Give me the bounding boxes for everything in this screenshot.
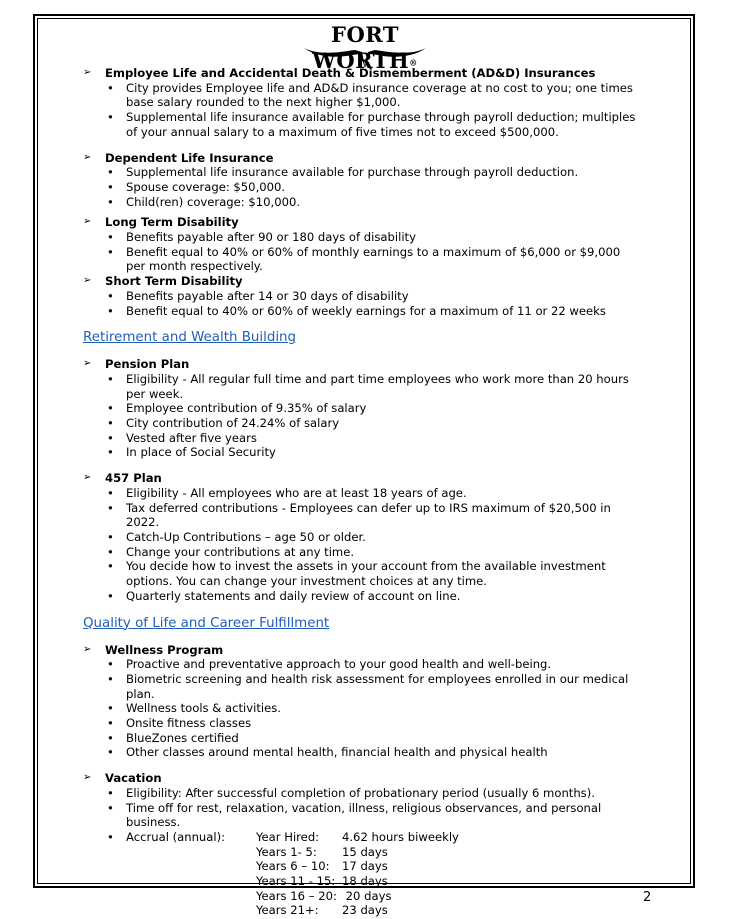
list-item: • Change your contributions at any time. [126,545,643,560]
list-item: • Child(ren) coverage: $10,000. [126,195,643,210]
accrual-years: Years 11 - 15: [256,874,336,889]
list-item: • Wellness tools & activities. [126,701,643,716]
accrual-row [126,830,643,845]
accrual-amount: 4.62 hours biweekly [342,829,459,844]
section-heading-dependent: ➢ Dependent Life Insurance [83,150,274,165]
section-heading-std: ➢ Short Term Disability [83,274,243,289]
arrow-bullet-icon: ➢ [83,772,92,784]
accrual-years: Years 6 – 10: [256,859,330,874]
list-item: • Proactive and preventative approach to your good health and well-being. [126,657,643,672]
accrual-row [126,859,643,874]
arrow-bullet-icon: ➢ [83,67,92,78]
list-item: • You decide how to invest the assets in your account from the available investment options. You can change your investment choices at any time. [126,559,643,588]
accrual-row [126,903,643,918]
accrual-amount: 20 days [342,888,392,903]
accrual-amount: 23 days [342,903,388,918]
page-number: 2 [643,890,652,905]
accrual-row [126,874,643,889]
section-heading-vacation: ➢ Vacation [83,771,162,786]
arrow-bullet-icon: ➢ [83,472,92,484]
list-item: • Eligibility - All regular full time and part time employees who work more than 20 hours per week. [126,372,643,401]
accrual-amount: 17 days [342,859,388,874]
list-item: • Time off for rest, relaxation, vacation, illness, religious observances, and personal business. [126,801,643,830]
list-item: • In place of Social Security [126,445,643,460]
list-item: • Benefits payable after 90 or 180 days of disability [126,230,643,245]
list-item: • BlueZones certified [126,731,643,746]
arrow-bullet-icon: ➢ [83,358,92,370]
list-item: • Other classes around mental health, financial health and physical health [126,745,643,760]
list-item: • Catch-Up Contributions – age 50 or older. [126,530,643,545]
list-item: • Benefit equal to 40% or 60% of weekly earnings for a maximum of 11 or 22 weeks [126,304,643,319]
accrual-amount: 15 days [342,844,388,859]
arrow-bullet-icon: ➢ [83,216,92,228]
accrual-years: Year Hired: [256,829,320,844]
list-item: • Quarterly statements and daily review of account on line. [126,589,643,604]
retirement-heading: Retirement and Wealth Building [83,330,297,346]
list-item: • Benefit equal to 40% or 60% of monthly earnings to a maximum of $6,000 or $9,000 per month respectively. [126,245,643,274]
list-item: • Vested after five years [126,431,643,446]
ltd-list [83,230,643,274]
arrow-bullet-icon: ➢ [83,643,92,655]
wellness-list [83,657,643,760]
list-item: • Biometric screening and health risk assessment for employees enrolled in our medical plan. [126,672,643,701]
fort-worth-logo [300,22,430,73]
life-list [83,81,643,140]
plan457-list [83,486,643,604]
vacation-list [83,786,643,918]
list-item: • Tax deferred contributions - Employees can defer up to IRS maximum of $20,500 in 2022. [126,501,643,530]
accrual-years: Years 16 – 20: [256,888,337,903]
list-item: • Eligibility - All employees who are at least 18 years of age. [126,486,643,501]
list-item: • Supplemental life insurance available for purchase through payroll deduction; multiples of your annual salary to a maximum of five times not to exceed $500,000. [126,110,643,139]
arrow-bullet-icon: ➢ [83,275,92,287]
accrual-label: • Accrual (annual): [126,829,226,844]
list-item: • Eligibility: After successful completion of probationary period (usually 6 months). [126,786,643,801]
section-heading-ltd: ➢ Long Term Disability [83,215,239,230]
accrual-row [126,889,643,904]
section-heading-wellness: ➢ Wellness Program [83,642,224,657]
list-item: • City contribution of 24.24% of salary [126,416,643,431]
arrow-bullet-icon: ➢ [83,151,92,163]
accrual-row [126,845,643,860]
accrual-years: Years 21+: [256,903,319,918]
accrual-amount: 18 days [342,874,388,889]
logo-text: FORT WORTH® [312,22,418,73]
list-item: • City provides Employee life and AD&D insurance coverage at no cost to you; one times base salary rounded to the next higher $1,000. [126,81,643,110]
benefits-content [83,66,643,918]
accrual-item [126,830,643,918]
pension-list [83,372,643,460]
list-item: • Supplemental life insurance available for purchase through payroll deduction. [126,165,643,180]
list-item: • Benefits payable after 14 or 30 days of disability [126,289,643,304]
section-heading-457: ➢ 457 Plan [83,471,162,486]
list-item: • Employee contribution of 9.35% of salary [126,401,643,416]
section-heading-pension: ➢ Pension Plan [83,357,190,372]
list-item: • Spouse coverage: $50,000. [126,180,643,195]
std-list [83,289,643,318]
dependent-list [83,165,643,209]
longhorn-icon [300,42,430,68]
list-item: • Onsite fitness classes [126,716,643,731]
quality-heading: Quality of Life and Career Fulfillment [83,615,330,631]
section-heading-life: ➢ Employee Life and Accidental Death & Dismemberment (AD&D) Insurances [83,66,596,80]
accrual-years: Years 1- 5: [256,844,317,859]
